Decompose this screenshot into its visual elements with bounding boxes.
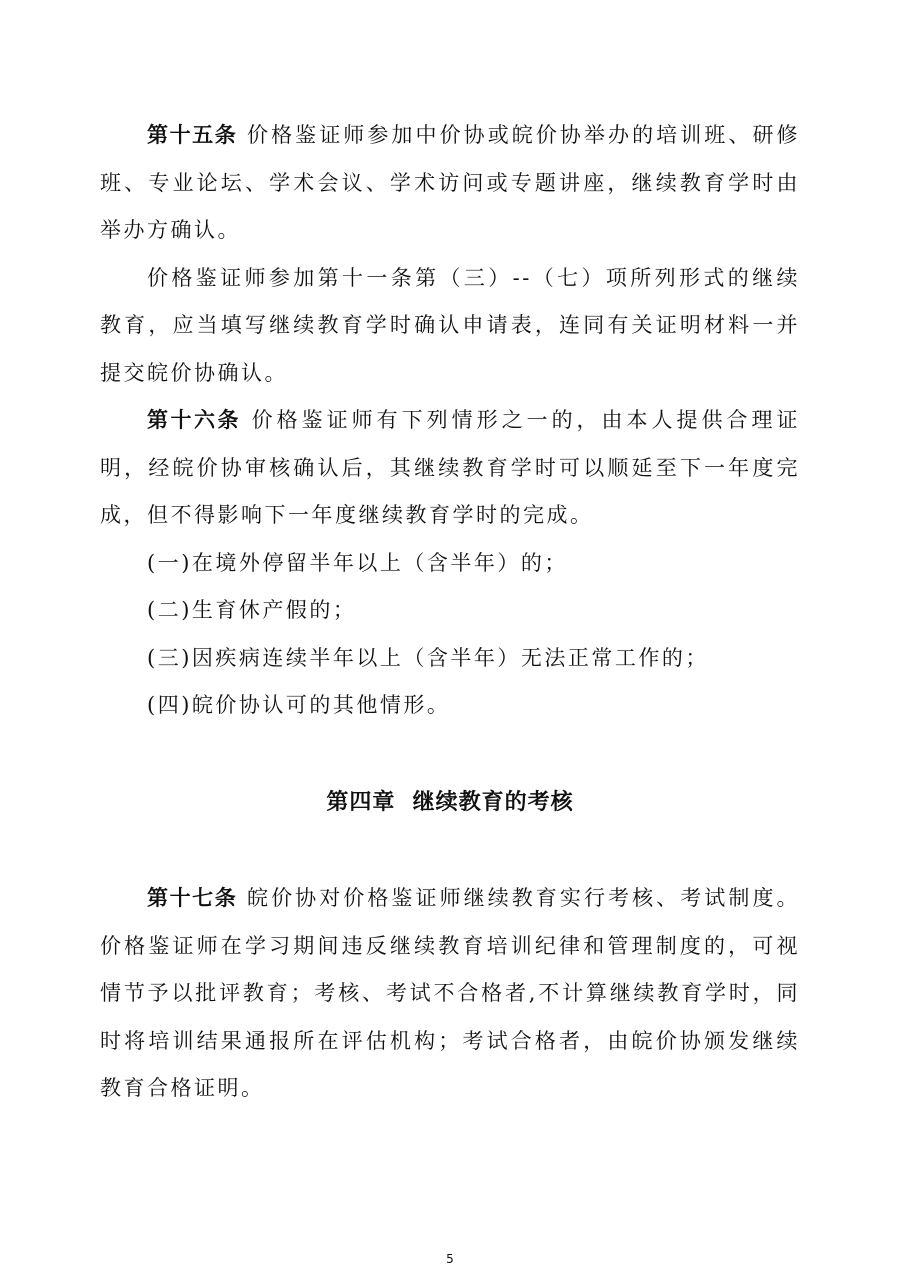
article-16-item-1: (一)在境外停留半年以上（含半年）的；: [147, 550, 568, 575]
article-15-text: 价格鉴证师参加中价协或皖价协举办的培训班、研修班、专业论坛、学术会议、学术访问或专题讲座，继续教育学时由举办方确认。: [100, 123, 801, 242]
article-17-text: 皖价协对价格鉴证师继续教育实行考核、考试制度。价格鉴证师在学习期间违反继续教育培训纪律和管理制度的，可视情节予以批评教育；考核、考试不合格者,不计算继续教育学时，同时将培训结果通报所在评估机构；考试合格者，由皖价协颁发继续教育合格证明。: [100, 886, 801, 1100]
article-16-item-3: (三)因疾病连续半年以上（含半年）无法正常工作的；: [147, 645, 709, 670]
article-16-text: 价格鉴证师有下列情形之一的，由本人提供合理证明，经皖价协审核确认后，其继续教育学时可以顺延至下一年度完成，但不得影响下一年度继续教育学时的完成。: [100, 408, 801, 527]
article-16-heading: 第十六条: [147, 408, 241, 432]
article-15-paragraph: [100, 112, 800, 255]
article-16-paragraph: [100, 397, 800, 540]
article-15-heading: 第十五条: [147, 123, 238, 147]
spacer: [100, 826, 800, 875]
page-number: 5: [446, 1252, 454, 1266]
article-15-paragraph-2: 价格鉴证师参加第十一条第（三）--（七）项所列形式的继续教育，应当填写继续教育学时确认申请表，连同有关证明材料一并提交皖价协确认。: [100, 265, 800, 385]
article-17-heading: 第十七条: [147, 886, 238, 910]
article-17-paragraph: [100, 875, 800, 1113]
chapter-4-title: 第四章 继续教育的考核: [326, 789, 574, 815]
article-16-item-2: (二)生育休产假的；: [147, 598, 357, 622]
article-16-item-4: (四)皖价协认可的其他情形。: [147, 693, 451, 717]
document-body: [100, 112, 800, 1113]
spacer: [100, 730, 800, 779]
